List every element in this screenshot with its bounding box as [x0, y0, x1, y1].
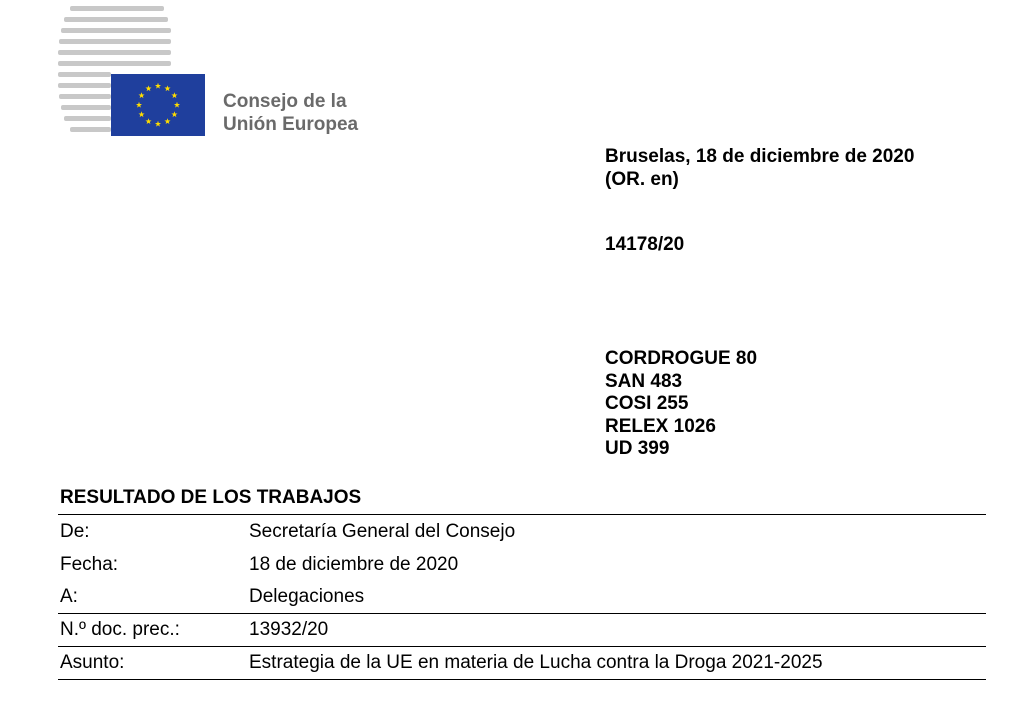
- eu-star-icon: [139, 111, 145, 117]
- eu-star-icon: [171, 111, 177, 117]
- metadata-label: A:: [60, 586, 78, 607]
- eu-star-icon: [139, 92, 145, 98]
- eu-star-icon: [145, 118, 151, 124]
- place-date: Bruselas, 18 de diciembre de 2020: [605, 146, 915, 167]
- metadata-label: N.º doc. prec.:: [60, 619, 180, 640]
- metadata-row-to: [58, 581, 986, 614]
- eu-star-icon: [174, 102, 180, 108]
- eu-star-icon: [155, 121, 161, 127]
- metadata-label: Asunto:: [60, 652, 125, 673]
- metadata-row-date: [58, 548, 986, 581]
- metadata-row-prev-doc: [58, 614, 986, 647]
- organization-name: [223, 90, 358, 136]
- eu-star-icon: [155, 83, 161, 89]
- code-line: SAN 483: [605, 370, 683, 392]
- organization-name-line2: Unión Europea: [223, 114, 359, 135]
- document-number: 14178/20: [605, 234, 685, 255]
- metadata-table: [58, 514, 986, 680]
- code-line: CORDROGUE 80: [605, 348, 758, 369]
- organization-name-line1: Consejo de la: [223, 91, 347, 112]
- eu-star-icon: [164, 85, 170, 91]
- metadata-value: Delegaciones: [249, 586, 365, 607]
- council-logo: [58, 6, 398, 136]
- metadata-value: 18 de diciembre de 2020: [249, 553, 459, 575]
- dispatch-header: [605, 146, 914, 191]
- eu-flag-icon: [111, 74, 205, 136]
- metadata-row-subject: [58, 647, 986, 680]
- metadata-label: De:: [60, 520, 90, 542]
- metadata-value: Estrategia de la UE en materia de Lucha contra la Droga 2021-2025: [249, 652, 823, 673]
- section-title: RESULTADO DE LOS TRABAJOS: [60, 487, 362, 508]
- eu-star-icon: [136, 102, 142, 108]
- code-line: RELEX 1026: [605, 415, 716, 437]
- original-language: (OR. en): [605, 168, 679, 190]
- eu-star-icon: [171, 92, 177, 98]
- metadata-value: 13932/20: [249, 619, 329, 640]
- code-line: UD 399: [605, 438, 670, 459]
- eu-star-icon: [164, 118, 170, 124]
- code-line: COSI 255: [605, 393, 689, 414]
- metadata-label: Fecha:: [60, 553, 119, 575]
- eu-star-icon: [145, 85, 151, 91]
- metadata-value: Secretaría General del Consejo: [249, 520, 516, 542]
- metadata-row-from: [58, 515, 986, 548]
- classification-codes: [605, 348, 757, 461]
